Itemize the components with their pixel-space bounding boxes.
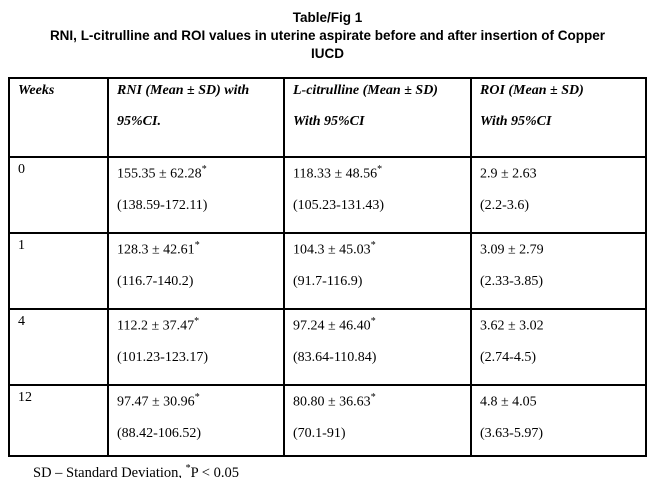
header-citrulline xyxy=(284,78,471,157)
cell-citrulline-1 xyxy=(284,233,471,309)
rni-confidence-interval: (88.42-106.52) xyxy=(117,425,201,441)
footnote xyxy=(33,460,239,478)
roi-confidence-interval: (2.33-3.85) xyxy=(480,273,543,289)
table-row-week-12 xyxy=(9,385,646,456)
weeks-value: 4 xyxy=(18,314,25,329)
rni-mean xyxy=(117,237,275,259)
citrulline-mean xyxy=(293,237,462,259)
citrulline-mean xyxy=(293,313,462,335)
cell-citrulline-4 xyxy=(284,309,471,385)
table-row-week-1 xyxy=(9,233,646,309)
footnote-suffix: P < 0.05 xyxy=(190,464,239,478)
citrulline-confidence-interval: (91.7-116.9) xyxy=(293,273,363,289)
mean-text: 3.62 ± 3.02 xyxy=(480,318,544,334)
rni-confidence-interval: (116.7-140.2) xyxy=(117,273,194,289)
citrulline-confidence-interval: (70.1-91) xyxy=(293,425,346,441)
weeks-value: 0 xyxy=(18,162,25,177)
significance-asterisk: * xyxy=(185,463,191,474)
table-row-week-4 xyxy=(9,309,646,385)
mean-text: 97.47 ± 30.96 xyxy=(117,394,195,410)
cell-rni-12 xyxy=(108,385,284,456)
results-table xyxy=(8,77,647,457)
roi-confidence-interval: (3.63-5.97) xyxy=(480,425,543,441)
cell-weeks-12 xyxy=(9,385,108,456)
citrulline-mean xyxy=(293,161,462,183)
mean-text: 104.3 ± 45.03 xyxy=(293,242,371,258)
cell-weeks-0 xyxy=(9,157,108,233)
header-roi-line1: ROI (Mean ± SD) xyxy=(480,83,584,98)
mean-text: 80.80 ± 36.63 xyxy=(293,394,371,410)
header-citrulline-line1: L-citrulline (Mean ± SD) xyxy=(293,83,438,98)
mean-text: 128.3 ± 42.61 xyxy=(117,242,195,258)
roi-confidence-interval: (2.74-4.5) xyxy=(480,349,536,365)
roi-confidence-interval: (2.2-3.6) xyxy=(480,197,529,213)
table-row-week-0 xyxy=(9,157,646,233)
significance-asterisk: * xyxy=(194,392,200,403)
table-title: Table/Fig 1 xyxy=(292,10,363,25)
rni-mean xyxy=(117,313,275,335)
citrulline-confidence-interval: (83.64-110.84) xyxy=(293,349,377,365)
footnote-prefix: SD – Standard Deviation, xyxy=(33,464,186,478)
table-subtitle-line2: IUCD xyxy=(311,46,344,61)
cell-roi-4 xyxy=(471,309,646,385)
mean-text: 4.8 ± 4.05 xyxy=(480,394,537,410)
mean-text: 97.24 ± 46.40 xyxy=(293,318,371,334)
cell-roi-1 xyxy=(471,233,646,309)
cell-rni-0 xyxy=(108,157,284,233)
header-weeks xyxy=(9,78,108,157)
cell-roi-12 xyxy=(471,385,646,456)
weeks-value: 12 xyxy=(18,390,32,405)
significance-asterisk: * xyxy=(370,392,376,403)
mean-text: 112.2 ± 37.47 xyxy=(117,318,195,334)
significance-asterisk: * xyxy=(194,316,200,327)
header-citrulline-line2: With 95%CI xyxy=(293,114,365,129)
table-header-row xyxy=(9,78,646,157)
header-roi-line2: With 95%CI xyxy=(480,114,552,129)
header-rni-line2: 95%CI. xyxy=(117,114,161,129)
significance-asterisk: * xyxy=(377,164,383,175)
cell-weeks-1 xyxy=(9,233,108,309)
header-rni xyxy=(108,78,284,157)
mean-text: 118.33 ± 48.56 xyxy=(293,166,378,182)
significance-asterisk: * xyxy=(370,316,376,327)
table-body xyxy=(9,157,646,456)
header-rni-line1: RNI (Mean ± SD) with xyxy=(117,83,250,98)
rni-mean xyxy=(117,161,275,183)
roi-mean xyxy=(480,237,637,259)
citrulline-confidence-interval: (105.23-131.43) xyxy=(293,197,384,213)
table-subtitle-line1: RNI, L-citrulline and ROI values in uterine aspirate before and after insertion of Copper xyxy=(49,28,606,43)
header-roi xyxy=(471,78,646,157)
cell-roi-0 xyxy=(471,157,646,233)
rni-confidence-interval: (101.23-123.17) xyxy=(117,349,208,365)
rni-mean xyxy=(117,389,275,411)
weeks-value: 1 xyxy=(18,238,25,253)
citrulline-mean xyxy=(293,389,462,411)
header-weeks-line1: Weeks xyxy=(18,83,55,98)
cell-rni-1 xyxy=(108,233,284,309)
roi-mean xyxy=(480,161,637,183)
table-head xyxy=(9,78,646,157)
significance-asterisk: * xyxy=(201,164,207,175)
roi-mean xyxy=(480,313,637,335)
significance-asterisk: * xyxy=(370,240,376,251)
roi-mean xyxy=(480,389,637,411)
cell-rni-4 xyxy=(108,309,284,385)
mean-text: 2.9 ± 2.63 xyxy=(480,166,537,182)
mean-text: 3.09 ± 2.79 xyxy=(480,242,544,258)
rni-confidence-interval: (138.59-172.11) xyxy=(117,197,208,213)
cell-citrulline-0 xyxy=(284,157,471,233)
title-block xyxy=(0,0,655,63)
cell-weeks-4 xyxy=(9,309,108,385)
cell-citrulline-12 xyxy=(284,385,471,456)
significance-asterisk: * xyxy=(194,240,200,251)
mean-text: 155.35 ± 62.28 xyxy=(117,166,202,182)
